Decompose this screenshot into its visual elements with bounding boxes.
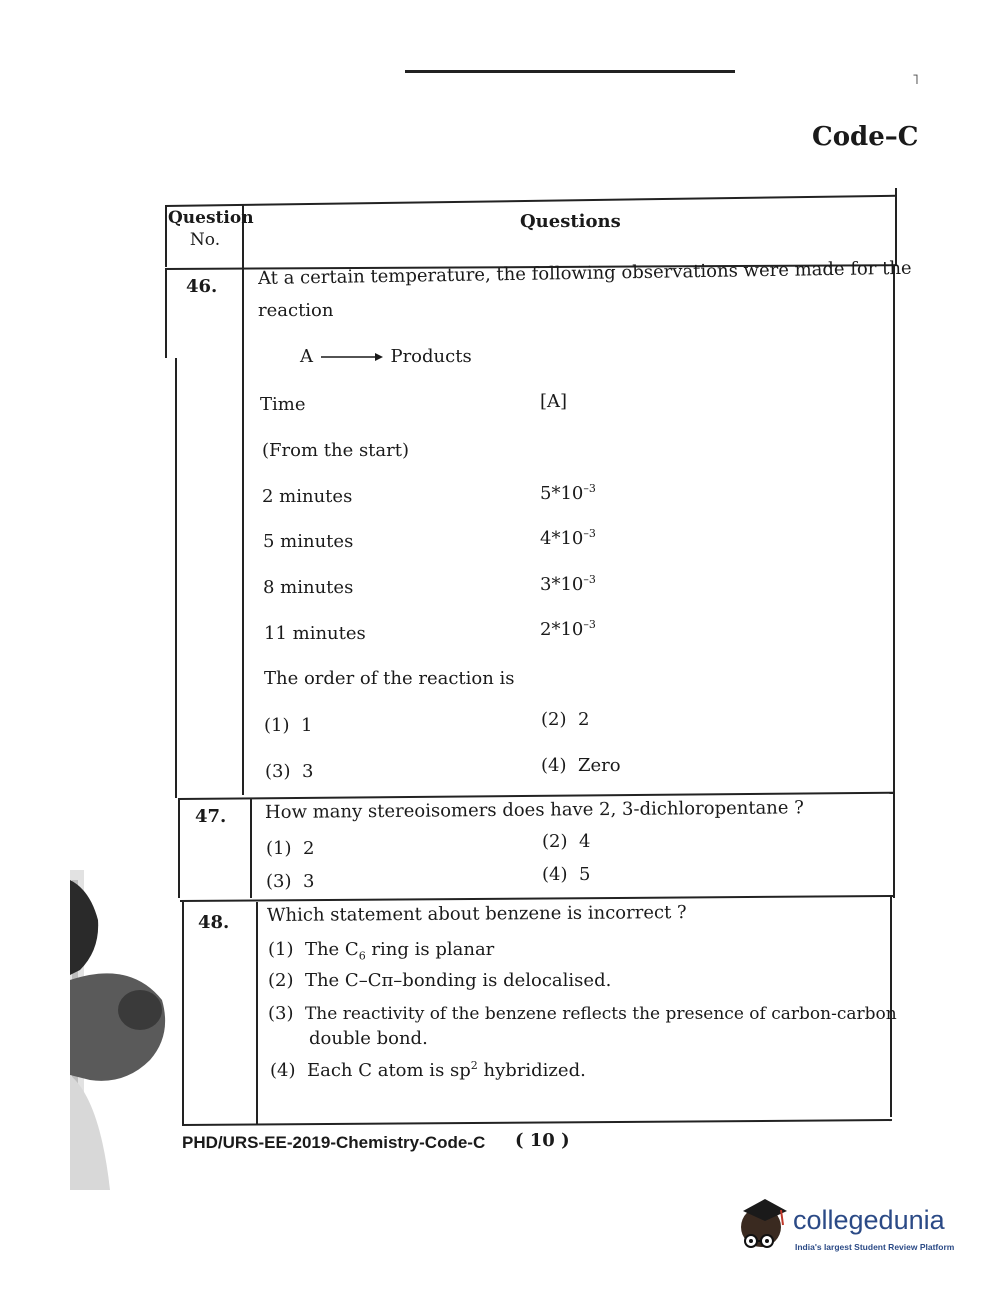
q46-row-time: 8 minutes — [263, 577, 354, 598]
reaction-product: Products — [390, 346, 472, 367]
q46-option[interactable]: (3) 3 — [265, 761, 314, 782]
table-right-border-top — [895, 188, 897, 265]
header-question-no — [168, 207, 254, 251]
q46-number: 46. — [186, 276, 218, 297]
header-questions: Questions — [520, 211, 621, 232]
table-right-border — [893, 265, 895, 790]
code-label: Code–C — [812, 122, 919, 152]
q46-stem-line1: At a certain temperature, the following observations were made for the — [257, 257, 912, 289]
q46-row-conc: $2*10^{-3}$ — [540, 618, 596, 640]
q46-reaction — [300, 346, 472, 367]
table-bottom-border — [182, 1119, 892, 1126]
collegedunia-logo — [735, 1197, 965, 1267]
q46-option[interactable]: (4) Zero — [541, 755, 621, 776]
table-left-border-2 — [175, 358, 177, 798]
logo-wordmark: collegedunia — [793, 1205, 945, 1235]
q46-row-time: 2 minutes — [262, 486, 353, 507]
q46-col-time: Time — [260, 394, 306, 415]
header-question-label: Question — [168, 208, 254, 228]
q46-option[interactable]: (2) 2 — [541, 709, 590, 730]
scanned-finger-image — [70, 860, 170, 1190]
table-left-border-top — [165, 205, 167, 267]
q48-option[interactable]: (2) The C–Cπ–bonding is delocalised. — [268, 970, 612, 991]
corner-mark: ˥ — [912, 72, 919, 88]
table-left-border-3 — [178, 798, 180, 898]
mascot-icon — [735, 1197, 793, 1259]
q48-option-continuation: double bond. — [309, 1028, 428, 1049]
table-left-border-4 — [182, 902, 184, 1124]
q46-prompt: The order of the reaction is — [264, 668, 515, 689]
q47-number: 47. — [195, 806, 227, 827]
top-rule — [405, 70, 735, 73]
footer-page-number: ( 10 ) — [515, 1130, 570, 1151]
q46-from-start: (From the start) — [262, 440, 410, 461]
q46-row-time: 5 minutes — [263, 531, 354, 552]
logo-tagline: India's largest Student Review Platform — [795, 1242, 955, 1252]
q46-row-conc: $4*10^{-3}$ — [540, 527, 596, 549]
q46-stem-line2: reaction — [258, 300, 334, 321]
q48-option[interactable]: (3) The reactivity of the benzene reflects the presence of carbon-carbon — [268, 1003, 897, 1024]
q46-row-conc: $5*10^{-3}$ — [540, 482, 596, 504]
table-left-border — [165, 268, 167, 358]
header-no-label: No. — [189, 230, 221, 250]
q47-stem: How many stereoisomers does have 2, 3-dichloropentane ? — [264, 797, 804, 823]
q46-row-time: 11 minutes — [264, 623, 366, 644]
q46-option[interactable]: (1) 1 — [264, 715, 313, 736]
q48-option[interactable]: (1) The $C_6$ ring is planar — [268, 939, 495, 963]
footer-paper-code: PHD/URS-EE-2019-Chemistry-Code-C — [182, 1133, 486, 1152]
q46-col-conc: [A] — [540, 391, 568, 412]
q48-number: 48. — [198, 912, 230, 933]
q46-row-conc: $3*10^{-3}$ — [540, 573, 596, 595]
column-divider-3 — [256, 902, 258, 1124]
reaction-arrow-icon — [319, 351, 385, 363]
q47-option[interactable]: (1) 2 — [266, 838, 315, 859]
q47-option[interactable]: (4) 5 — [542, 864, 591, 885]
q47-option[interactable]: (3) 3 — [266, 871, 315, 892]
table-top-border — [165, 195, 897, 207]
q47-option[interactable]: (2) 4 — [542, 831, 591, 852]
column-divider-1 — [242, 205, 244, 795]
column-divider-2 — [250, 798, 252, 898]
q48-option[interactable]: (4) Each C atom is $sp^2$ hybridized. — [270, 1059, 586, 1081]
row-divider-48 — [180, 895, 894, 902]
q48-stem: Which statement about benzene is incorrect ? — [266, 902, 687, 926]
reaction-reactant: A — [300, 346, 313, 367]
table-right-border-2 — [893, 790, 895, 898]
